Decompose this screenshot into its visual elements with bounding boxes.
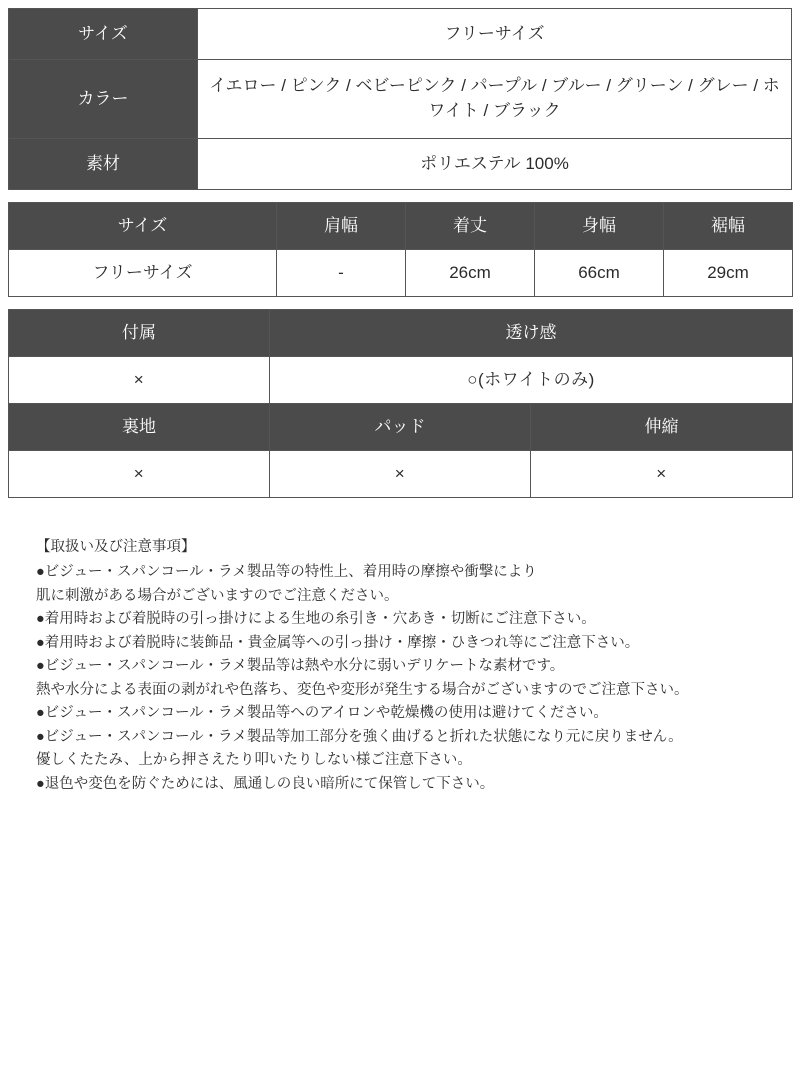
size-value-shoulder: - xyxy=(277,250,406,297)
size-header-hem: 裾幅 xyxy=(664,203,793,250)
size-value-size: フリーサイズ xyxy=(9,250,277,297)
feature-value-accessory: × xyxy=(9,357,270,404)
spec-value-material: ポリエステル 100% xyxy=(198,139,792,190)
feature-header-pad: パッド xyxy=(270,404,531,451)
spec-value-color: イエロー / ピンク / ベビーピンク / パープル / ブルー / グリーン / グレー / ホワイト / ブラック xyxy=(198,60,792,139)
size-header-bust: 身幅 xyxy=(535,203,664,250)
size-header-shoulder: 肩幅 xyxy=(277,203,406,250)
feature-header-stretch: 伸縮 xyxy=(531,404,793,451)
note-line: 優しくたたみ、上から押さえたり叩いたりしない様ご注意下さい。 xyxy=(36,752,472,769)
size-measurement-table xyxy=(8,202,793,297)
table-row xyxy=(9,60,792,139)
spec-label-color: カラー xyxy=(9,60,198,139)
size-value-hem: 29cm xyxy=(664,250,793,297)
note-line: ●退色や変色を防ぐためには、風通しの良い暗所にて保管して下さい。 xyxy=(36,775,495,792)
size-header-length: 着丈 xyxy=(406,203,535,250)
table-header-row xyxy=(9,310,793,357)
table-header-row xyxy=(9,203,793,250)
size-value-length: 26cm xyxy=(406,250,535,297)
note-line: 肌に刺激がある場合がございますのでご注意ください。 xyxy=(36,587,399,604)
feature-value-lining: × xyxy=(9,451,270,498)
spec-label-material: 素材 xyxy=(9,139,198,190)
note-line: ●ビジュー・スパンコール・ラメ製品等加工部分を強く曲げると折れた状態になり元に戻りません。 xyxy=(36,728,683,745)
table-row xyxy=(9,451,793,498)
feature-table xyxy=(8,309,793,498)
size-header-size: サイズ xyxy=(9,203,277,250)
table-header-row xyxy=(9,404,793,451)
note-line: ●ビジュー・スパンコール・ラメ製品等は熱や水分に弱いデリケートな素材です。 xyxy=(36,658,565,675)
spec-value-size: フリーサイズ xyxy=(198,9,792,60)
size-value-bust: 66cm xyxy=(535,250,664,297)
spec-label-size: サイズ xyxy=(9,9,198,60)
feature-header-lining: 裏地 xyxy=(9,404,270,451)
feature-header-accessory: 付属 xyxy=(9,310,270,357)
table-row xyxy=(9,250,793,297)
notes-title: 【取扱い及び注意事項】 xyxy=(36,539,196,555)
care-notes xyxy=(8,536,792,796)
note-line: ●着用時および着脱時に装飾品・貴金属等への引っ掛け・摩擦・ひきつれ等にご注意下さい。 xyxy=(36,634,640,651)
note-line: ●ビジュー・スパンコール・ラメ製品等へのアイロンや乾燥機の使用は避けてください。 xyxy=(36,705,608,722)
feature-value-pad: × xyxy=(270,451,531,498)
table-row xyxy=(9,357,793,404)
note-line: 熱や水分による表面の剥がれや色落ち、変色や変形が発生する場合がございますのでご注意下さい。 xyxy=(36,681,689,698)
feature-header-transparency: 透け感 xyxy=(270,310,793,357)
table-row xyxy=(9,139,792,190)
feature-value-transparency: ○(ホワイトのみ) xyxy=(270,357,793,404)
table-row xyxy=(9,9,792,60)
note-line: ●着用時および着脱時の引っ掛けによる生地の糸引き・穴あき・切断にご注意下さい。 xyxy=(36,611,596,628)
note-line: ●ビジュー・スパンコール・ラメ製品等の特性上、着用時の摩擦や衝撃により xyxy=(36,564,537,581)
spec-table xyxy=(8,8,792,190)
feature-value-stretch: × xyxy=(531,451,793,498)
